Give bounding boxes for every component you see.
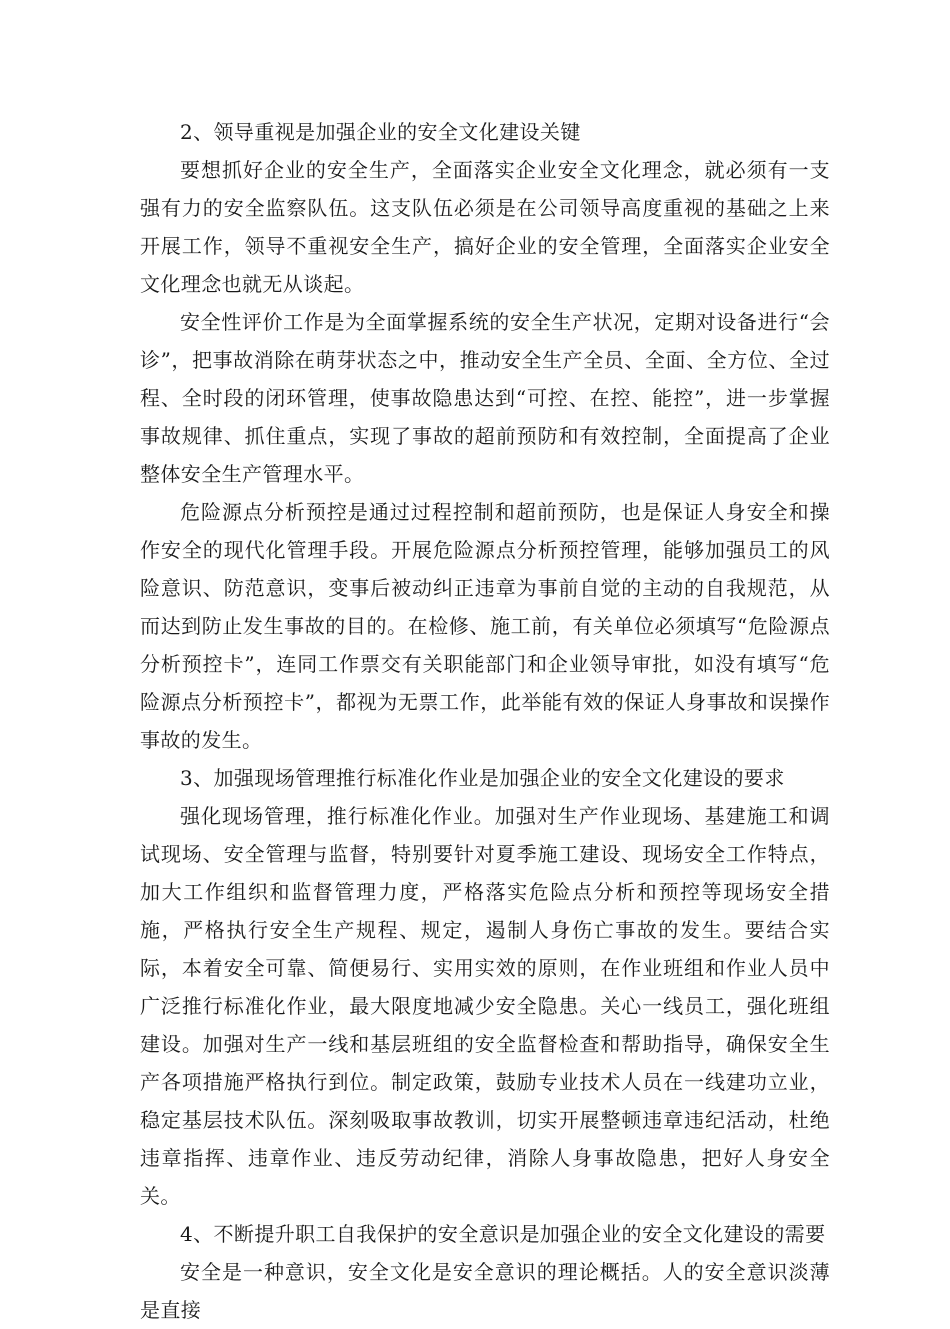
paragraph-site-management: 强化现场管理，推行标准化作业。加强对生产作业现场、基建施工和调试现场、安全管理与监督，特别要针对夏季施工建设、现场安全工作特点，加大工作组织和监督管理力度，严格落实危险点分析和预控等现场安全措施，严格执行安全生产规程、规定，遏制人身伤亡事故的发生。要结合实际，本着安全可靠、简便易行、实用实效的原则，在作业班组和作业人员中广泛推行标准化作业，最大限度地减少安全隐患。关心一线员工，强化班组建设。加强对生产一线和基层班组的安全监督检查和帮助指导，确保安全生产各项措施严格执行到位。制定政策，鼓励专业技术人员在一线建功立业，稳定基层技术队伍。深刻吸取事故教训，切实开展整顿违章违纪活动，杜绝违章指挥、违章作业、违反劳动纪律，消除人身事故隐患，把好人身安全关。 (140, 804, 830, 1208)
section-heading-2: 2、领导重视是加强企业的安全文化建设关键 (180, 120, 581, 144)
paragraph-leadership: 要想抓好企业的安全生产，全面落实企业安全文化理念，就必须有一支强有力的安全监察队伍。这支队伍必须是在公司领导高度重视的基础之上来开展工作，领导不重视安全生产，搞好企业的安全管理，全面落实企业安全文化理念也就无从谈起。 (140, 158, 830, 296)
section-heading-4: 4、不断提升职工自我保护的安全意识是加强企业的安全文化建设的需要 (180, 1222, 826, 1246)
section-heading-3: 3、加强现场管理推行标准化作业是加强企业的安全文化建设的要求 (180, 766, 785, 790)
paragraph-safety-awareness: 安全是一种意识，安全文化是安全意识的理论概括。人的安全意识淡薄是直接 (140, 1260, 830, 1322)
paragraph-safety-evaluation: 安全性评价工作是为全面掌握系统的安全生产状况，定期对设备进行“会诊”，把事故消除在萌芽状态之中，推动安全生产全员、全面、全方位、全过程、全时段的闭环管理，使事故隐患达到“可控、在控、能控”，进一步掌握事故规律、抓住重点，实现了事故的超前预防和有效控制，全面提高了企业整体安全生产管理水平。 (140, 310, 830, 486)
paragraph-hazard-control: 危险源点分析预控是通过过程控制和超前预防，也是保证人身安全和操作安全的现代化管理手段。开展危险源点分析预控管理，能够加强员工的风险意识、防范意识，变事后被动纠正违章为事前自觉的主动的自我规范，从而达到防止发生事故的目的。在检修、施工前，有关单位必须填写“危险源点分析预控卡”，连同工作票交有关职能部门和企业领导审批，如没有填写“危险源点分析预控卡”，都视为无票工作，此举能有效的保证人身事故和误操作事故的发生。 (140, 500, 830, 752)
